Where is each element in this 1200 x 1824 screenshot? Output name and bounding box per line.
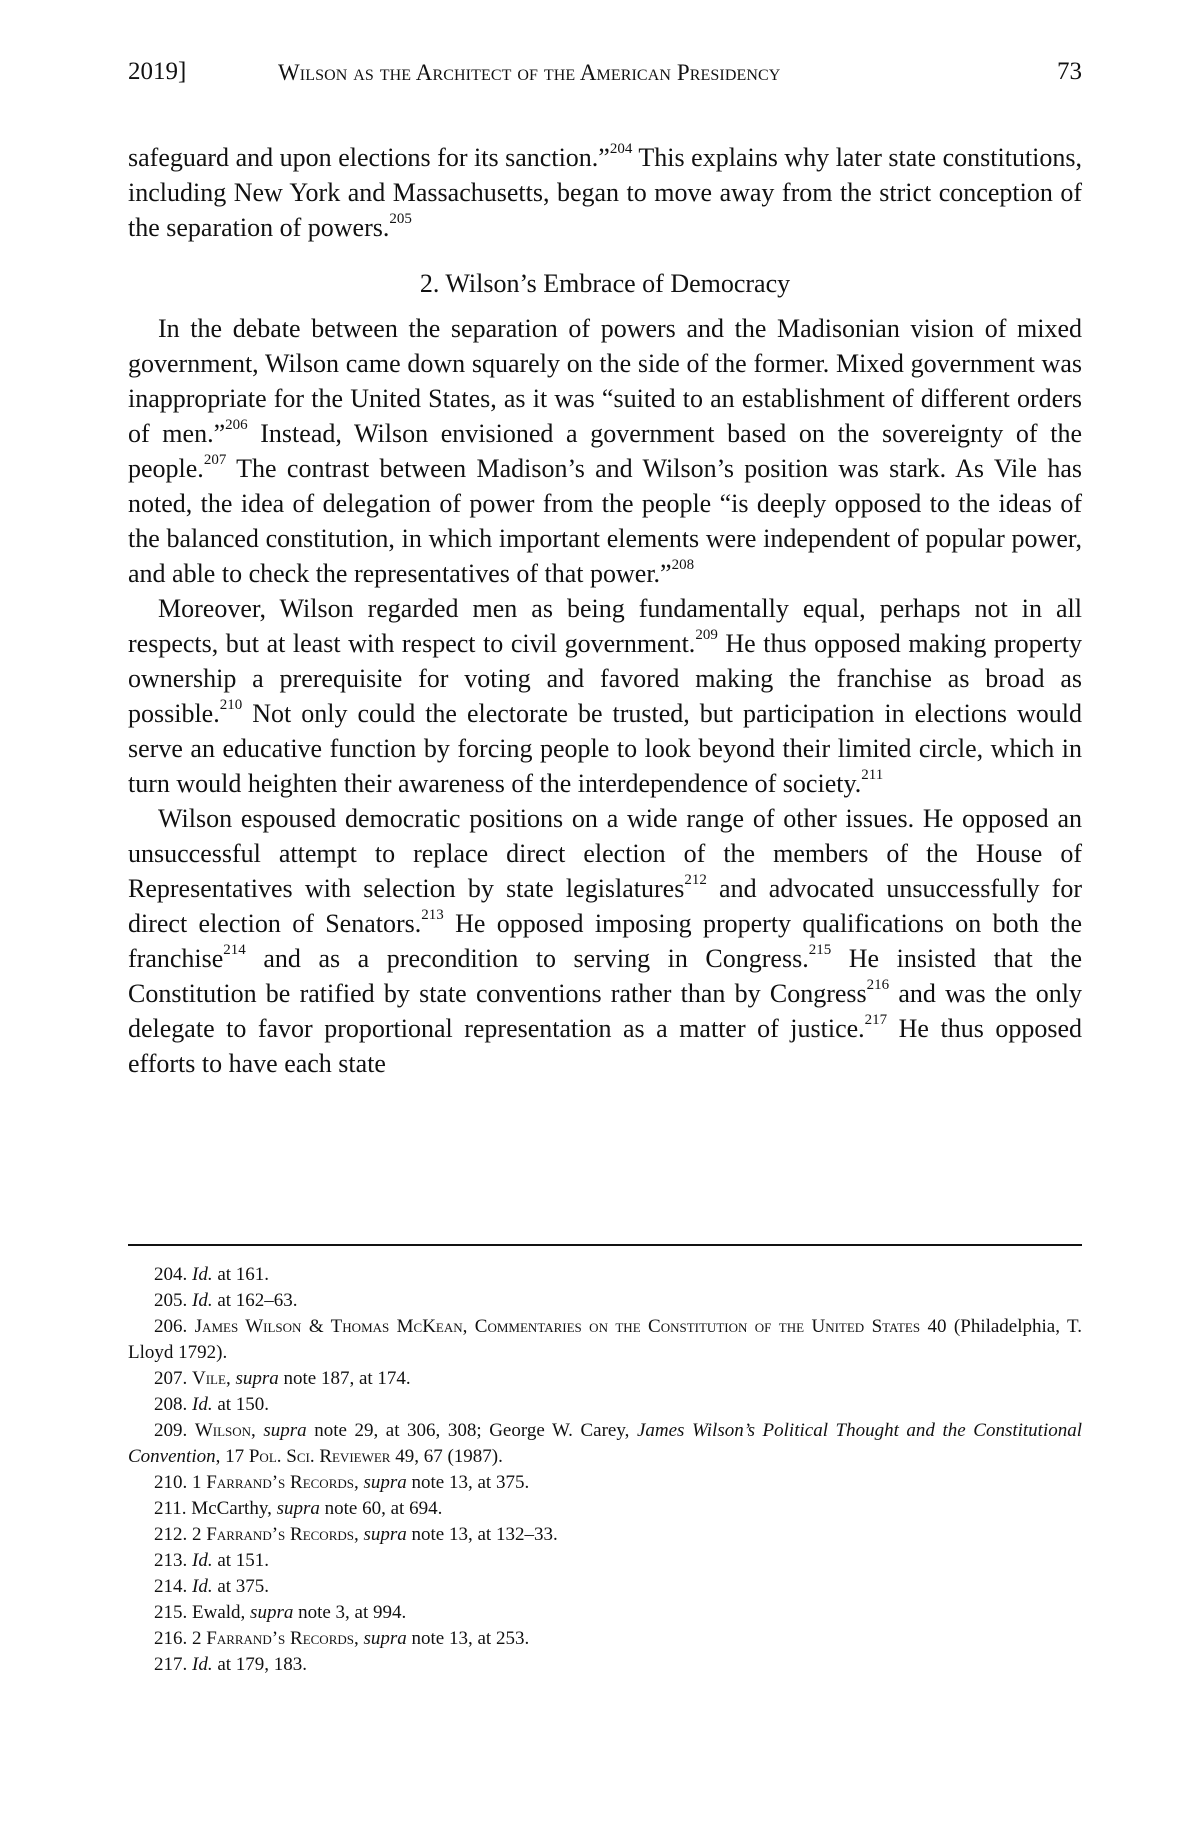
citation-separator: ,: [353, 1628, 364, 1649]
citation-separator: ,: [225, 1368, 236, 1389]
citation-title: James Wilson & Thomas McKean, Commentaries on the Constitution of the United States: [194, 1316, 921, 1337]
text-run: Instead, Wilson envisioned a government based on the sovereignty of the people.: [128, 419, 1083, 483]
page-number: 73: [1057, 58, 1082, 85]
citation-author: Vile: [192, 1368, 226, 1389]
text-run: He opposed imposing property qualifications on both the franchise: [128, 909, 1082, 973]
footnote-215: [128, 1600, 1082, 1626]
citation-text: note 60, at 694.: [319, 1498, 443, 1519]
footnote-number: 211.: [154, 1498, 187, 1519]
citation-text: note 29, at 306, 308; George W. Carey,: [306, 1420, 637, 1441]
footnote-212: [128, 1522, 1082, 1548]
footnote-ref[interactable]: 208: [671, 557, 695, 574]
footnote-number: 206.: [154, 1316, 188, 1337]
citation-separator: ,: [353, 1472, 364, 1493]
citation-signal: supra: [263, 1420, 307, 1441]
citation-article-title: James Wilson’s Political Thought and the Constitutional Convention: [128, 1420, 1083, 1467]
footnote-number: 212.: [154, 1524, 188, 1545]
footnote-number: 208.: [154, 1394, 188, 1415]
citation-text: at 161.: [212, 1264, 270, 1285]
citation-text: at 150.: [212, 1394, 270, 1415]
text-run: He thus opposed making property ownership a prerequisite for voting and favored making the franchise as broad as possible.: [128, 629, 1082, 728]
citation-volume: 1: [192, 1472, 207, 1493]
citation-journal: Pol. Sci. Reviewer: [248, 1446, 391, 1467]
footnote-number: 215.: [154, 1602, 188, 1623]
text-run: and advocated unsuccessfully for direct election of Senators.: [128, 874, 1082, 938]
footnote-209: [128, 1418, 1082, 1470]
footnote-number: 213.: [154, 1550, 188, 1571]
text-run: Not only could the electorate be trusted, but participation in elections would serve an educative function by forcing people to look beyond their limited circle, which in turn would heighten their awareness of the interdependence of society.: [128, 699, 1082, 798]
footnote-number: 217.: [154, 1654, 188, 1675]
citation-text: note 13, at 253.: [406, 1628, 530, 1649]
footnote-213: [128, 1548, 1082, 1574]
text-run: safeguard and upon elections for its sanction.”: [128, 143, 610, 172]
text-run: and was the only delegate to favor proportional representation as a matter of justice.: [128, 979, 1082, 1043]
footnote-ref[interactable]: 209: [695, 627, 718, 644]
footnote-ref[interactable]: 206: [225, 417, 248, 434]
running-head: [128, 58, 1082, 92]
footnote-217: [128, 1652, 1082, 1678]
running-head-title: Wilson as the Architect of the American Presidency: [278, 60, 781, 85]
citation-signal: supra: [250, 1602, 294, 1623]
citation-text: at 375.: [212, 1576, 270, 1597]
paragraph: [128, 311, 1082, 591]
citation-signal: supra: [276, 1498, 320, 1519]
footnotes: [128, 1262, 1082, 1678]
footnote-number: 207.: [154, 1368, 188, 1389]
citation-author: Ewald,: [192, 1602, 251, 1623]
text-run: Wilson espoused democratic positions on a wide range of other issues. He opposed an unsuccessful attempt to replace direct election of the members of the House of Representatives with selection by state legislatures: [128, 804, 1082, 903]
citation-text: 40 (Philadelphia, T. Lloyd 1792).: [128, 1316, 1082, 1363]
footnote-204: [128, 1262, 1082, 1288]
text-run: He insisted that the Constitution be ratified by state conventions rather than by Congress: [128, 944, 1082, 1008]
footnote-number: 216.: [154, 1628, 188, 1649]
text-run: In the debate between the separation of powers and the Madisonian vision of mixed government, Wilson came down squarely on the side of the former. Mixed government was inappropriate for the United States, as it was “suited to an establishment of different orders of men.”: [128, 314, 1082, 448]
footnote-ref[interactable]: 214: [223, 942, 246, 959]
footnote-ref[interactable]: 204: [609, 141, 633, 158]
text-run: The contrast between Madison’s and Wilson’s position was stark. As Vile has noted, the idea of delegation of power from the people “is deeply opposed to the ideas of the balanced constitution, in which important elements were independent of popular power, and able to check the representatives of that power.”: [128, 454, 1082, 588]
citation-text: note 187, at 174.: [278, 1368, 411, 1389]
footnote-ref[interactable]: 207: [203, 452, 227, 469]
citation-separator: ,: [353, 1524, 364, 1545]
citation-text: at 179, 183.: [212, 1654, 308, 1675]
footnote-number: 210.: [154, 1472, 188, 1493]
footnote-number: 204.: [154, 1264, 188, 1285]
citation-author: McCarthy,: [191, 1498, 277, 1519]
footnote-ref[interactable]: 210: [219, 697, 243, 714]
citation-signal: Id.: [192, 1264, 213, 1285]
citation-title: Farrand’s Records: [206, 1472, 354, 1493]
citation-text: , 17: [215, 1446, 249, 1467]
citation-signal: Id.: [192, 1290, 213, 1311]
text-run: This explains why later state constitutions, including New York and Massachusetts, began to move away from the strict conception of the separation of powers.: [128, 143, 1083, 242]
footnote-ref[interactable]: 215: [808, 942, 832, 959]
footnote-211: [128, 1496, 1082, 1522]
citation-volume: 2: [192, 1628, 207, 1649]
text-run: Moreover, Wilson regarded men as being fundamentally equal, perhaps not in all respects, but at least with respect to civil government.: [128, 594, 1082, 658]
footnote-ref[interactable]: 216: [866, 977, 890, 994]
citation-signal: Id.: [192, 1576, 213, 1597]
citation-signal: supra: [363, 1524, 407, 1545]
citation-separator: ,: [251, 1420, 264, 1441]
footnote-216: [128, 1626, 1082, 1652]
footnote-ref[interactable]: 213: [421, 907, 444, 924]
citation-signal: supra: [235, 1368, 279, 1389]
citation-volume: 2: [192, 1524, 207, 1545]
footnote-207: [128, 1366, 1082, 1392]
citation-signal: supra: [363, 1628, 407, 1649]
citation-signal: supra: [363, 1472, 407, 1493]
citation-author: Wilson: [194, 1420, 252, 1441]
footnote-ref[interactable]: 205: [389, 211, 412, 228]
citation-title: Farrand’s Records: [206, 1628, 354, 1649]
footnote-208: [128, 1392, 1082, 1418]
footnote-number: 209.: [154, 1420, 188, 1441]
footnote-210: [128, 1470, 1082, 1496]
footnote-number: 205.: [154, 1290, 188, 1311]
footnote-214: [128, 1574, 1082, 1600]
body-text: [128, 140, 1082, 1081]
footnote-205: [128, 1288, 1082, 1314]
citation-title: Farrand’s Records: [206, 1524, 354, 1545]
footnote-206: [128, 1314, 1082, 1366]
footnote-ref[interactable]: 211: [861, 767, 884, 784]
footnote-number: 214.: [154, 1576, 188, 1597]
text-run: and as a precondition to serving in Congress.: [245, 944, 809, 973]
citation-text: at 151.: [212, 1550, 270, 1571]
citation-text: note 3, at 994.: [293, 1602, 407, 1623]
running-head-year: 2019]: [128, 58, 187, 85]
paragraph: [128, 140, 1082, 245]
footnote-divider: [128, 1244, 1082, 1246]
citation-text: note 13, at 132–33.: [406, 1524, 558, 1545]
footnote-ref[interactable]: 217: [864, 1012, 888, 1029]
citation-text: 49, 67 (1987).: [390, 1446, 503, 1467]
text-run: He thus opposed efforts to have each state: [128, 1014, 1082, 1078]
citation-signal: Id.: [192, 1550, 213, 1571]
citation-text: at 162–63.: [212, 1290, 298, 1311]
footnote-ref[interactable]: 212: [684, 872, 707, 889]
citation-signal: Id.: [192, 1394, 213, 1415]
citation-signal: Id.: [192, 1654, 213, 1675]
paragraph: [128, 591, 1082, 801]
citation-text: note 13, at 375.: [406, 1472, 530, 1493]
paragraph: [128, 801, 1082, 1081]
section-heading: 2. Wilson’s Embrace of Democracy: [419, 269, 791, 298]
